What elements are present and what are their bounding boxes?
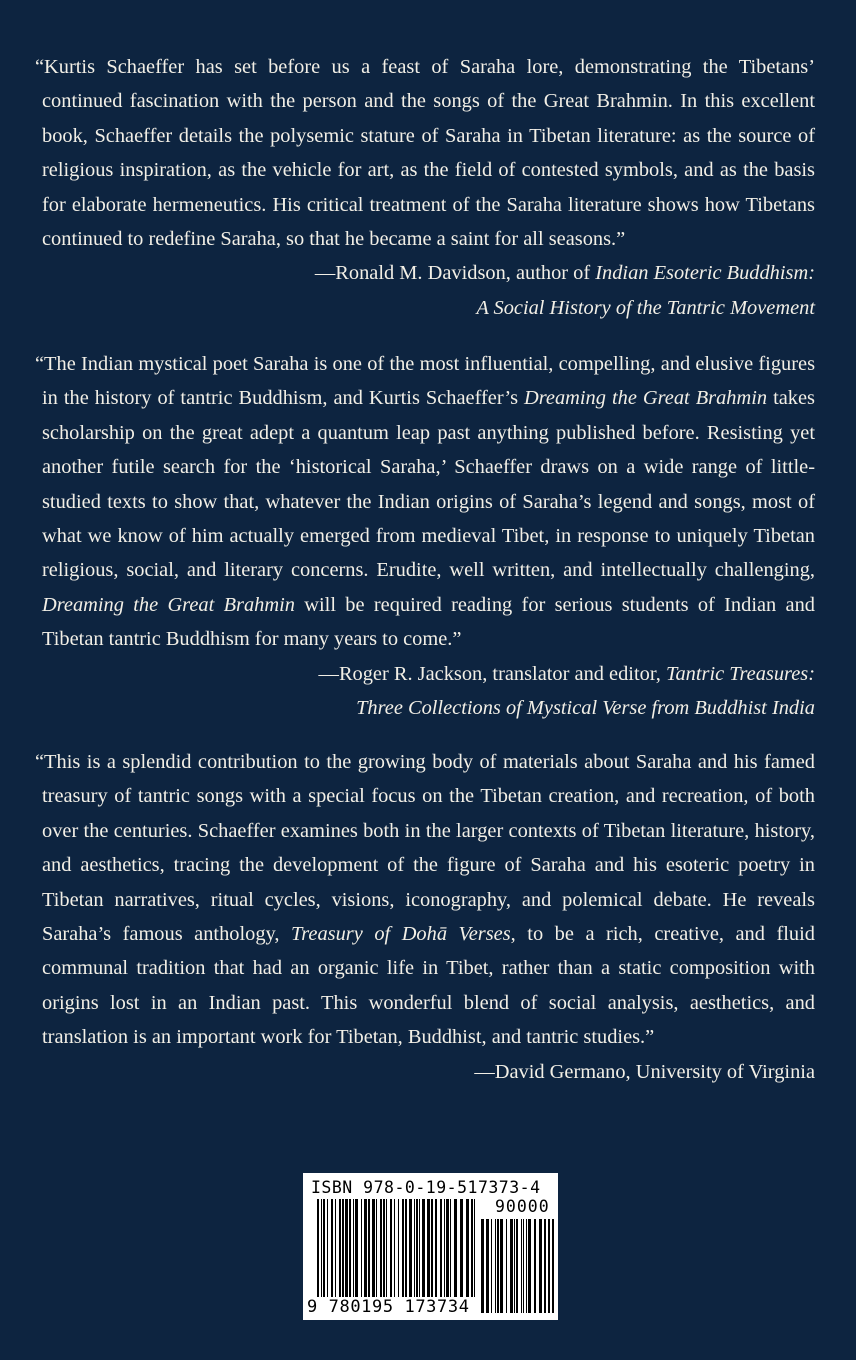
blurb-1-book-title: Indian Esoteric Buddhism: <box>595 262 815 285</box>
blurb-1-quote <box>35 50 815 256</box>
isbn-label: ISBN 978-0-19-517373-4 <box>311 1178 541 1197</box>
blurb-2-text-a: “The Indian mystical poet Saraha is one of the most influential, compelling, and elusive figures in the history of tantric Buddhism, and Kurtis Schaeffer’s <box>35 353 815 410</box>
ean-bars <box>317 1199 475 1297</box>
blurb-3-author: —David Germano, University of Virginia <box>474 1060 815 1083</box>
blurb-2-author: —Roger R. Jackson, translator and editor, <box>318 662 666 685</box>
blurb-2-text-c: will be required reading for serious students of Indian and Tibetan tantric Buddhism for many years to come.” <box>42 593 815 651</box>
blurb-2-attribution <box>42 657 815 726</box>
ean-digits: 9 780195 173734 <box>307 1297 470 1317</box>
addon-bars <box>481 1219 554 1313</box>
blurb-3-title: Treasury of Dohā Verses <box>291 923 511 946</box>
blurb-2 <box>35 347 815 725</box>
blurb-1 <box>35 50 815 325</box>
isbn-barcode <box>303 1173 558 1320</box>
blurb-2-title-a: Dreaming the Great Brahmin <box>524 387 768 410</box>
blurb-2-book-subtitle: Three Collections of Mystical Verse from Buddhist India <box>356 697 815 720</box>
price-addon-digits: 90000 <box>495 1197 550 1216</box>
blurb-3-text-a: “This is a splendid contribution to the growing body of materials about Saraha and his famed treasury of tantric songs with a special focus on the Tibetan creation, and recreation, of both over the centuries. Schaeffer examines both in the larger contexts of Tibetan literature, history, and aesthetics, tracing the development of the figure of Saraha and his esoteric poetry in Tibetan narratives, ritual cycles, visions, iconography, and polemical debate. He reveals Saraha’s famous anthology, <box>35 751 815 946</box>
blurb-1-author: —Ronald M. Davidson, author of <box>314 262 596 285</box>
blurb-1-book-subtitle: A Social History of the Tantric Movement <box>476 296 815 319</box>
blurb-2-book-title: Tantric Treasures: <box>666 662 815 685</box>
blurb-2-text-b: takes scholarship on the great adept a quantum leap past anything published before. Resisting yet another futile search for the ‘historical Saraha,’ Schaeffer draws on a wide range of little-studied texts to show that, whatever the Indian origins of Saraha’s legend and songs, most of what we know of him actually emerged from medieval Tibet, in response to uniquely Tibetan religious, social, and literary concerns. Erudite, well written, and intellectually challenging, <box>42 387 815 582</box>
blurb-1-attribution <box>42 256 815 325</box>
blurb-1-text: “Kurtis Schaeffer has set before us a feast of Saraha lore, demonstrating the Tibetans’ continued fascination with the person and the songs of the Great Brahmin. In this excellent book, Schaeffer details the polysemic stature of Saraha in Tibetan literature: as the source of religious inspiration, as the vehicle for art, as the field of contested symbols, and as the basis for elaborate hermeneutics. His critical treatment of the Saraha literature shows how Tibetans continued to redefine Saraha, so that he became a saint for all seasons.” <box>35 56 815 251</box>
blurb-2-title-b: Dreaming the Great Brahmin <box>42 593 295 616</box>
blurb-3 <box>35 745 815 1089</box>
blurb-3-text-b: , to be a rich, creative, and fluid communal tradition that had an organic life in Tibet, rather than a static composition with origins lost in an Indian past. This wonderful blend of social analysis, aesthetics, and translation is an important work for Tibetan, Buddhist, and tantric studies.” <box>42 923 815 1049</box>
blurb-3-quote <box>35 745 815 1055</box>
blurb-3-attribution <box>42 1055 815 1089</box>
blurb-2-quote <box>35 347 815 657</box>
